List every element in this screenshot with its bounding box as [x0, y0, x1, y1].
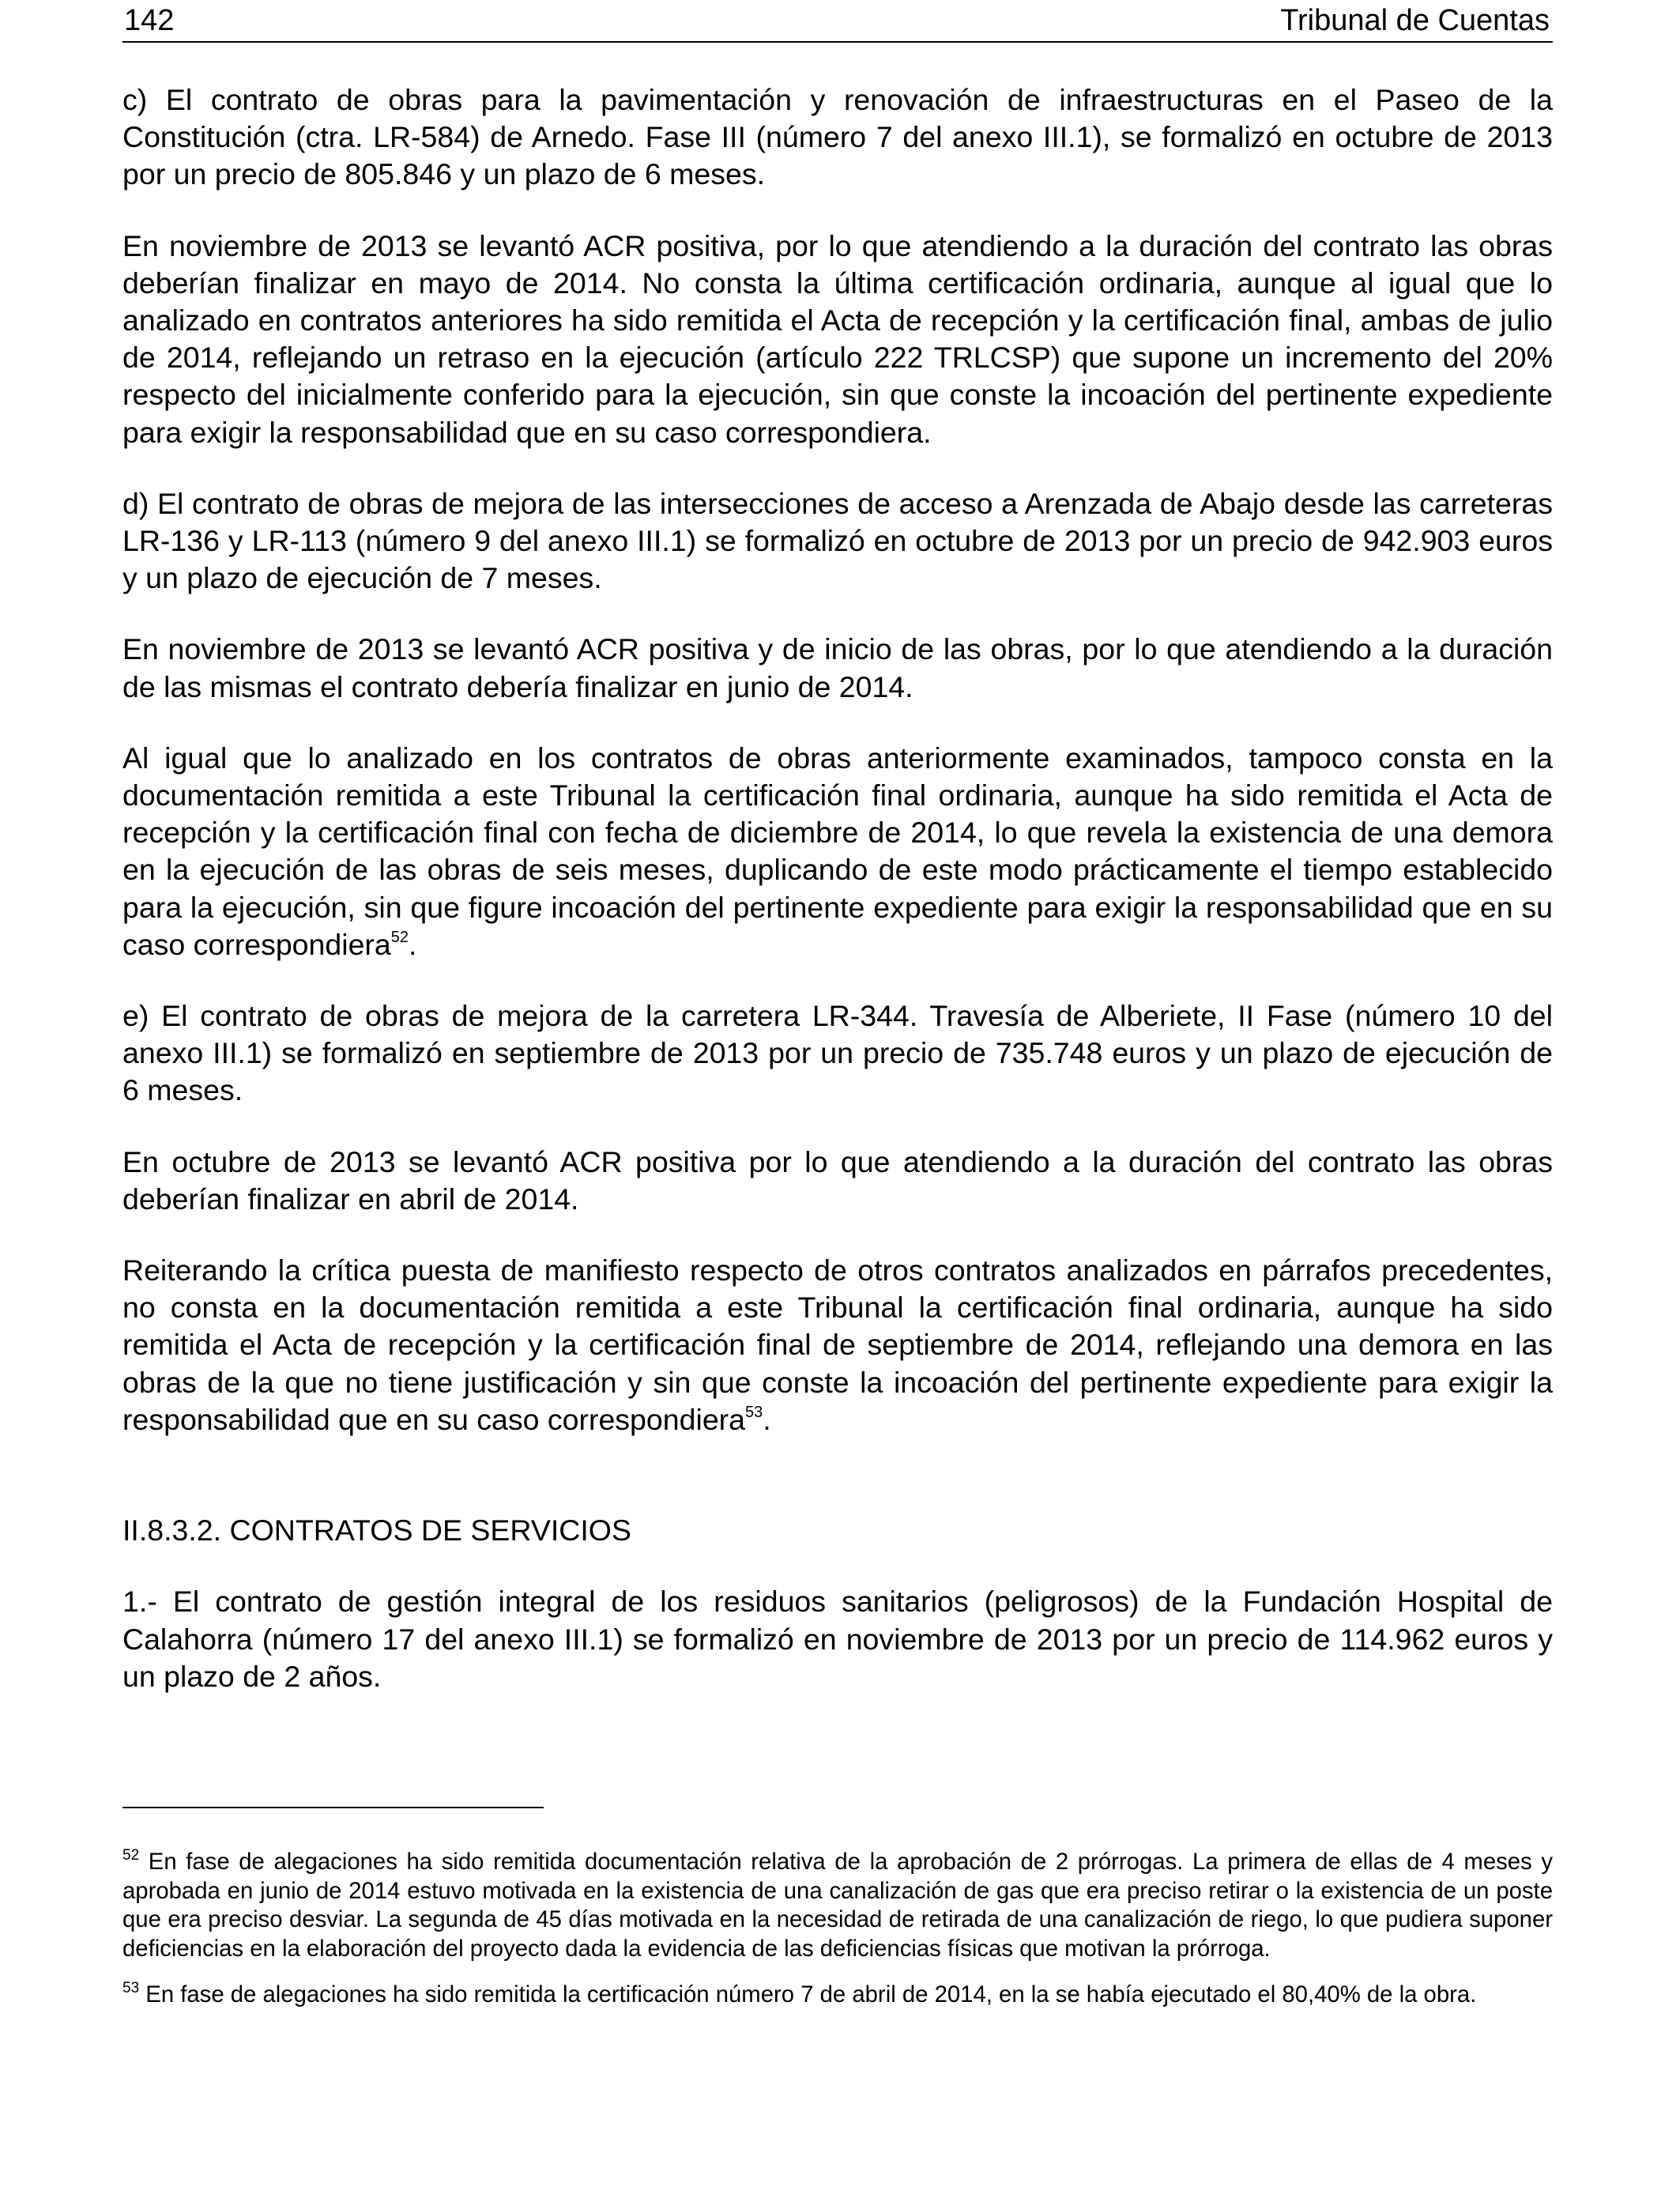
publisher-name: Tribunal de Cuentas: [1280, 4, 1550, 37]
footnote-number: 52: [122, 1847, 140, 1864]
footnote-ref-53[interactable]: 53: [745, 1403, 763, 1421]
footnote-text: En fase de alegaciones ha sido remitida documentación relativa de la aprobación de 2 prórrogas. La primera de ellas de 4 meses y aprobada en junio de 2014 estuvo motivada en la existencia de una canalización de gas que era preciso retirar o la existencia de un poste que era preciso desviar. La segunda de 45 días motivada en la necesidad de retirada de una canalización de riego, lo que pudiera suponer deficiencias en la elaboración del proyecto dada la evidencia de las deficiencias físicas que motivan la prórroga.: [122, 1849, 1553, 1962]
page-number: 142: [124, 4, 175, 37]
paragraph-d-contract: d) El contrato de obras de mejora de las intersecciones de acceso a Arenzada de Abajo desde las carreteras LR-136 y LR-113 (número 9 del anexo III.1) se formalizó en octubre de 2013 por un precio de 942.903 euros y un plazo de ejecución de 7 meses.: [122, 486, 1553, 595]
footnotes: [122, 1848, 1553, 2027]
footnote-number: 53: [122, 1980, 140, 1996]
paragraph-c-contract: c) El contrato de obras para la pavimentación y renovación de infraestructuras en el Paseo de la Constitución (ctra. LR-584) de Arnedo. Fase III (número 7 del anexo III.1), se formalizó en octubre de 2013 por un precio de 805.846 y un plazo de 6 meses.: [122, 83, 1553, 191]
paragraph-services-1: 1.- El contrato de gestión integral de los residuos sanitarios (peligrosos) de la Fundación Hospital de Calahorra (número 17 del anexo III.1) se formalizó en noviembre de 2013 por un precio de 114.962 euros y un plazo de 2 años.: [122, 1585, 1553, 1693]
section-heading: II.8.3.2. CONTRATOS DE SERVICIOS: [122, 1514, 631, 1547]
footnote-ref-52[interactable]: 52: [390, 928, 409, 946]
document-body: [122, 81, 1553, 1729]
page-header: [122, 0, 1553, 43]
paragraph-c-acr: En noviembre de 2013 se levantó ACR positiva, por lo que atendiendo a la duración del contrato las obras deberían finalizar en mayo de 2014. No consta la última certificación ordinaria, aunque al igual que lo analizado en contratos anteriores ha sido remitida el Acta de recepción y la certificación final, ambas de julio de 2014, reflejando un retraso en la ejecución (artículo 222 TRLCSP) que supone un incremento del 20% respecto del inicialmente conferido para la ejecución, sin que conste la incoación del pertinente expediente para exigir la responsabilidad que en su caso correspondiera.: [122, 228, 1553, 449]
paragraph-e-acr: En octubre de 2013 se levantó ACR positiva por lo que atendiendo a la duración del contrato las obras deberían finalizar en abril de 2014.: [122, 1144, 1553, 1216]
paragraph-d-analysis: [122, 740, 1553, 963]
paragraph-e-contract: e) El contrato de obras de mejora de la carretera LR-344. Travesía de Alberiete, II Fase (número 10 del anexo III.1) se formalizó en septiembre de 2013 por un precio de 735.748 euros y un plazo de ejecución de 6 meses.: [122, 999, 1553, 1107]
paragraph-d-analysis-text: Al igual que lo analizado en los contratos de obras anteriormente examinados, tampoco consta en la documentación remitida a este Tribunal la certificación final ordinaria, aunque ha sido remitida el Acta de recepción y la certificación final con fecha de diciembre de 2014, lo que revela la existencia de una demora en la ejecución de las obras de seis meses, duplicando de este modo prácticamente el tiempo establecido para la ejecución, sin que figure incoación del pertinente expediente para exigir la responsabilidad que en su caso correspondiera: [122, 741, 1553, 961]
paragraph-e-analysis-text: Reiterando la crítica puesta de manifiesto respecto de otros contratos analizados en párrafos precedentes, no consta en la documentación remitida a este Tribunal la certificación final ordinaria, aunque ha sido remitida el Acta de recepción y la certificación final de septiembre de 2014, reflejando una demora en las obras de la que no tiene justificación y sin que conste la incoación del pertinente expediente para exigir la responsabilidad que en su caso correspondiera: [122, 1253, 1553, 1436]
paragraph-d-acr: En noviembre de 2013 se levantó ACR positiva y de inicio de las obras, por lo que atendiendo a la duración de las mismas el contrato debería finalizar en junio de 2014.: [122, 632, 1553, 703]
footnote-53: [122, 1981, 1553, 2010]
footnote-separator: [122, 1807, 544, 1808]
paragraph-e-analysis: [122, 1252, 1553, 1438]
footnote-text: En fase de alegaciones ha sido remitida la certificación número 7 de abril de 2014, en la se había ejecutado el 80,40% de la obra.: [139, 1981, 1477, 2007]
sentence-period: .: [409, 927, 417, 961]
footnote-52: [122, 1848, 1553, 1963]
sentence-period: .: [763, 1402, 771, 1436]
